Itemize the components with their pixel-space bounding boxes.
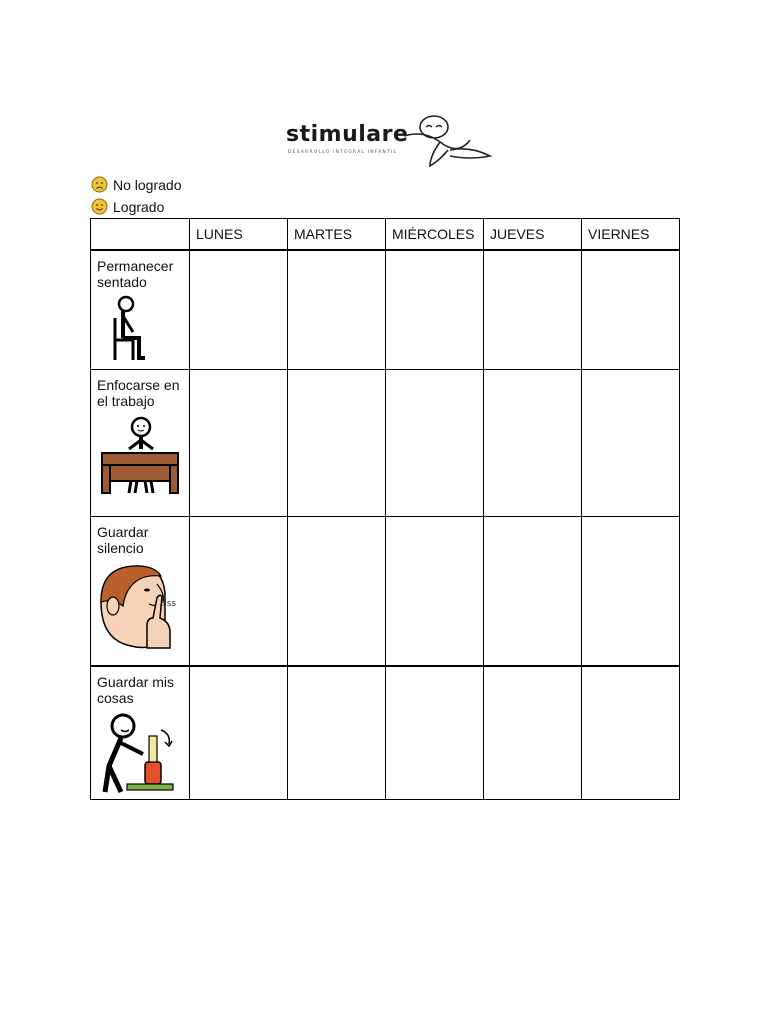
legend-label: No logrado [113, 176, 182, 193]
header-day: MIÉRCOLES [386, 219, 484, 251]
row-label-cell [91, 517, 190, 667]
table-row [91, 370, 680, 517]
day-cell[interactable] [582, 370, 680, 517]
row-label-cell [91, 370, 190, 517]
header-day: VIERNES [582, 219, 680, 251]
day-cell[interactable] [190, 666, 288, 800]
legend-achieved [91, 198, 164, 215]
header-corner-cell [91, 219, 190, 251]
day-cell[interactable] [484, 517, 582, 667]
row-label: Permanecer sentado [97, 258, 174, 290]
day-cell[interactable] [386, 517, 484, 667]
row-label-cell [91, 666, 190, 800]
legend-label: Logrado [113, 198, 165, 215]
day-cell[interactable] [288, 250, 386, 370]
stimulare-logo [282, 112, 497, 172]
day-cell[interactable] [386, 250, 484, 370]
header-day: LUNES [190, 219, 288, 251]
sad-face-icon [91, 176, 108, 193]
person-at-desk-icon [99, 413, 183, 495]
behavior-chart-table [90, 218, 680, 800]
logo-figure-icon [400, 114, 494, 170]
header-day: MARTES [288, 219, 386, 251]
header-day: JUEVES [484, 219, 582, 251]
day-cell[interactable] [484, 370, 582, 517]
day-cell[interactable] [190, 517, 288, 667]
day-cell[interactable] [386, 370, 484, 517]
row-label: Guardar silencio [97, 524, 149, 556]
day-cell[interactable] [288, 517, 386, 667]
svg-text:sss: sss [162, 599, 177, 609]
day-cell[interactable] [582, 517, 680, 667]
day-cell[interactable] [190, 370, 288, 517]
table-row [91, 250, 680, 370]
day-cell[interactable] [484, 666, 582, 800]
sitting-person-icon [99, 294, 159, 364]
day-cell[interactable] [190, 250, 288, 370]
day-cell[interactable] [582, 666, 680, 800]
row-label: Guardar mis cosas [97, 674, 175, 706]
logo-brand: stimulare [286, 122, 409, 147]
day-cell[interactable] [582, 250, 680, 370]
logo-tagline: DESARROLLO INTEGRAL INFANTIL [288, 150, 398, 155]
shush-face-icon [99, 560, 185, 650]
legend-not-achieved [91, 176, 182, 193]
smile-face-icon [91, 198, 108, 215]
day-cell[interactable] [484, 250, 582, 370]
day-cell[interactable] [288, 666, 386, 800]
day-cell[interactable] [386, 666, 484, 800]
table-header-row [91, 219, 680, 251]
table-row [91, 517, 680, 667]
table-row [91, 666, 680, 800]
put-away-things-icon [99, 710, 181, 796]
row-label: Enfocarse en el trabajo [97, 377, 180, 409]
row-label-cell [91, 250, 190, 370]
day-cell[interactable] [288, 370, 386, 517]
